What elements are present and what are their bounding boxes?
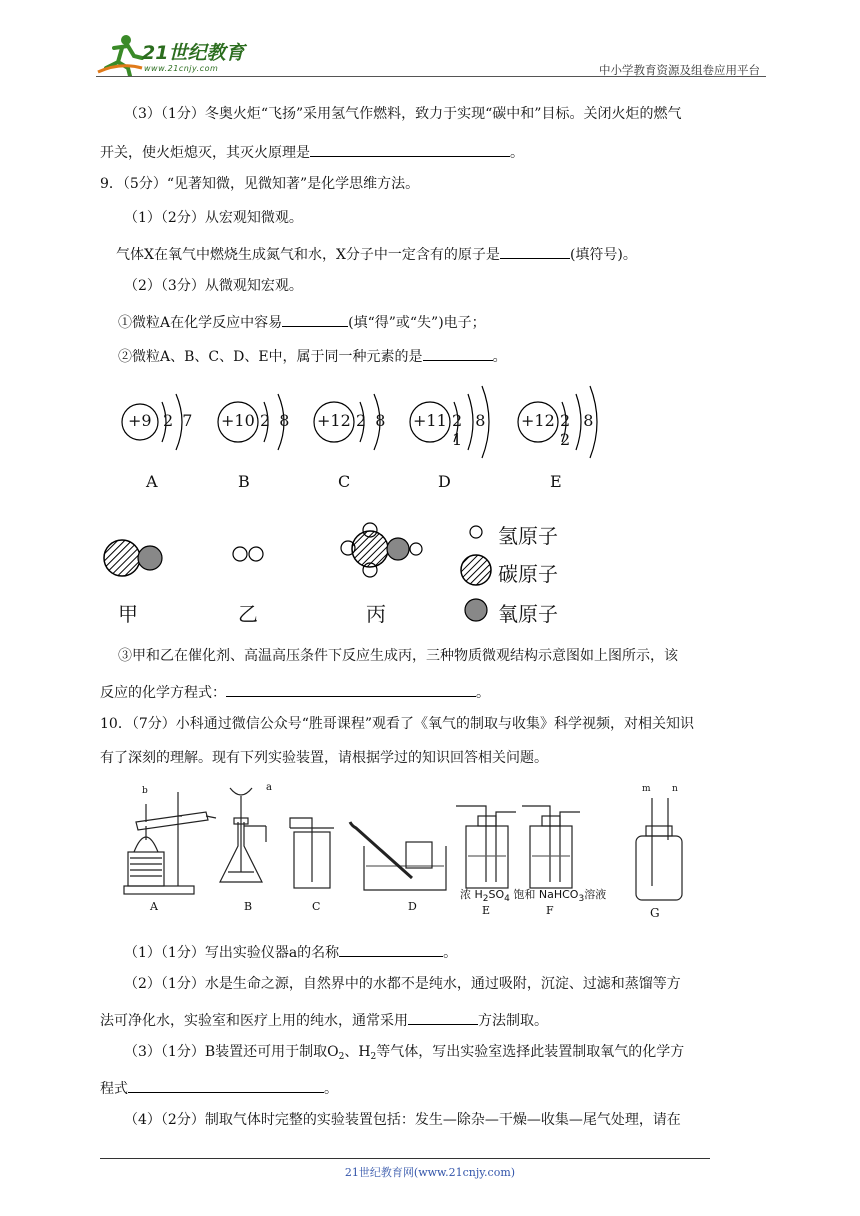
answer-blank[interactable] [128,1076,324,1093]
platform-name: 中小学教育资源及组卷应用平台 [599,63,760,77]
answer-blank[interactable] [282,310,348,327]
atom-label: E [550,472,562,491]
nucleus-charge: +9 [128,411,152,430]
q10-p3-text: 、H [344,1044,371,1060]
footer-link[interactable]: 21世纪教育网(www.21cnjy.com) [344,1166,516,1179]
instrument-label-n: n [672,784,678,794]
q10-title-line2: 有了深刻的理解。现有下列实验装置，请根据学过的知识回答相关问题。 [100,750,548,766]
apparatus-label-d: D [408,900,417,913]
page-header [96,28,766,80]
subscript: 2 [482,894,489,904]
legend-hydrogen: 氢原子 [498,524,558,548]
q9-s2-end: 。 [492,349,507,365]
q9-sub3-line1: ③甲和乙在催化剂、高温高压条件下反应生成丙，三种物质微观结构示意图如上图所示，该 [118,648,678,664]
footer-divider [100,1158,710,1159]
q10-p1-end: 。 [443,945,458,961]
q10-p2-end: 方法制取。 [478,1013,548,1029]
q10-p3-text: 程式 [100,1081,128,1097]
q8-3-line2 [100,140,524,163]
logo-url-text: www.21cnjy.com [144,64,219,73]
subscript: 2 [338,1052,345,1062]
q10-title-line1: 10．（7分）小科通过微信公众号“胜哥课程”观看了《氧气的制取与收集》科学视频，对相关知识 [100,716,695,732]
molecule-figure [96,512,576,632]
q9-s3-text: 反应的化学方程式： [100,685,226,701]
atom-diagram-a [118,378,208,494]
answer-blank[interactable] [500,242,570,259]
answer-blank[interactable] [423,344,493,361]
atom-label: D [438,472,451,491]
q10-part4-line1: （4）（2分）制取气体时完整的实验装置包括：发生—除杂—干燥—收集—尾气处理，请在 [124,1112,681,1128]
header-divider [96,76,766,77]
q9-p1-text: 气体X在氧气中燃烧生成氮气和水，X分子中一定含有的原子是 [116,247,500,263]
caption-part: 溶液 [584,888,607,901]
answer-blank[interactable] [339,940,443,957]
logo-main-text: 21世纪教育 [142,42,245,64]
instrument-label-b: b [142,786,148,796]
q9-title: 9．（5分）“见著知微，见微知著”是化学思维方法。 [100,176,420,192]
apparatus-label-g: G [650,906,660,920]
atom-label: A [146,472,158,491]
electron-shells: 2 7 [163,411,195,430]
q9-s2-text: ②微粒A、B、C、D、E中，属于同一种元素的是 [118,349,423,365]
nucleus-charge: +11 [413,411,447,430]
nucleus-charge: +10 [221,411,255,430]
apparatus-label-b: B [244,900,253,913]
q10-p1-text: （1）（1分）写出实验仪器a的名称 [124,945,340,961]
apparatus-label-e: E [482,904,491,917]
q10-p3-text: 等气体，写出实验室选择此装置制取氧气的化学方 [376,1044,685,1060]
q8-3-text: 开关，使火炬熄灭，其灭火原理是 [100,145,310,161]
lab-apparatus-figure [116,782,706,922]
subscript: 3 [578,894,585,904]
nucleus-charge: +12 [521,411,555,430]
q9-sub1 [118,310,486,333]
site-logo[interactable] [96,32,266,78]
atom-structure-figure [118,378,618,494]
q9-p1-end: (填符号)。 [569,247,637,263]
instrument-label-m: m [642,784,651,794]
answer-blank[interactable] [310,140,510,157]
q8-3-line1: （3）（1分）冬奥火炬“飞扬”采用氢气作燃料，致力于实现“碳中和”目标。关闭火炬的燃气 [124,106,682,122]
q10-part3-line1 [124,1042,684,1067]
molecule-label-bing: 丙 [366,602,386,626]
answer-blank[interactable] [408,1008,478,1025]
q9-sub3-line2 [100,680,490,703]
q9-s1-end: (填“得”或“失”)电子； [348,315,486,331]
atom-diagram-b [216,378,306,494]
ef-reagent-caption [460,886,606,904]
apparatus-label-f: F [546,904,554,917]
q10-part1 [124,940,457,963]
q10-part3-line2 [100,1076,338,1099]
caption-part: SO [488,888,505,901]
caption-part: 浓 H [460,888,483,901]
q9-part1: （1）（2分）从宏观知微观。 [124,210,303,226]
atom-diagram-e [516,378,616,494]
atom-diagram-d [408,378,508,494]
legend-oxygen: 氧原子 [498,602,558,626]
answer-blank[interactable] [226,680,476,697]
subscript: 2 [370,1052,377,1062]
atom-label: C [338,472,351,491]
subscript: 4 [504,894,510,904]
caption-part: 饱和 NaHCO [509,888,579,901]
apparatus-label-a: A [150,900,158,913]
electron-shells: 2 8 [356,411,388,430]
apparatus-label-c: C [312,900,321,913]
q10-p3-text: （3）（1分）B装置还可用于制取O [124,1044,339,1060]
atom-label: B [238,472,250,491]
molecule-label-jia: 甲 [118,602,138,626]
q10-p3-end: 。 [324,1081,338,1097]
electron-shells: 2 8 2 [560,411,598,449]
q9-part2: （2）（3分）从微观知宏观。 [124,278,303,294]
atom-diagram-c [312,378,402,494]
q10-part2-line1: （2）（1分）水是生命之源，自然界中的水都不是纯水，通过吸附，沉淀、过滤和蒸馏等方 [124,976,681,992]
molecule-label-yi: 乙 [238,602,258,626]
q10-part2-line2 [100,1008,548,1031]
q8-3-end: 。 [510,145,524,161]
q9-s1-text: ①微粒A在化学反应中容易 [118,315,283,331]
runner-logo-icon [96,32,144,76]
q9-part1-question [116,242,637,265]
legend-carbon: 碳原子 [498,562,558,586]
q9-s3-end: 。 [476,685,490,701]
q10-p2-text: 法可净化水，实验室和医疗上用的纯水，通常采用 [100,1013,408,1029]
instrument-label-a: a [266,782,272,793]
electron-shells: 2 8 1 [452,411,490,449]
electron-shells: 2 8 [260,411,292,430]
nucleus-charge: +12 [317,411,351,430]
q9-sub2 [118,344,507,367]
